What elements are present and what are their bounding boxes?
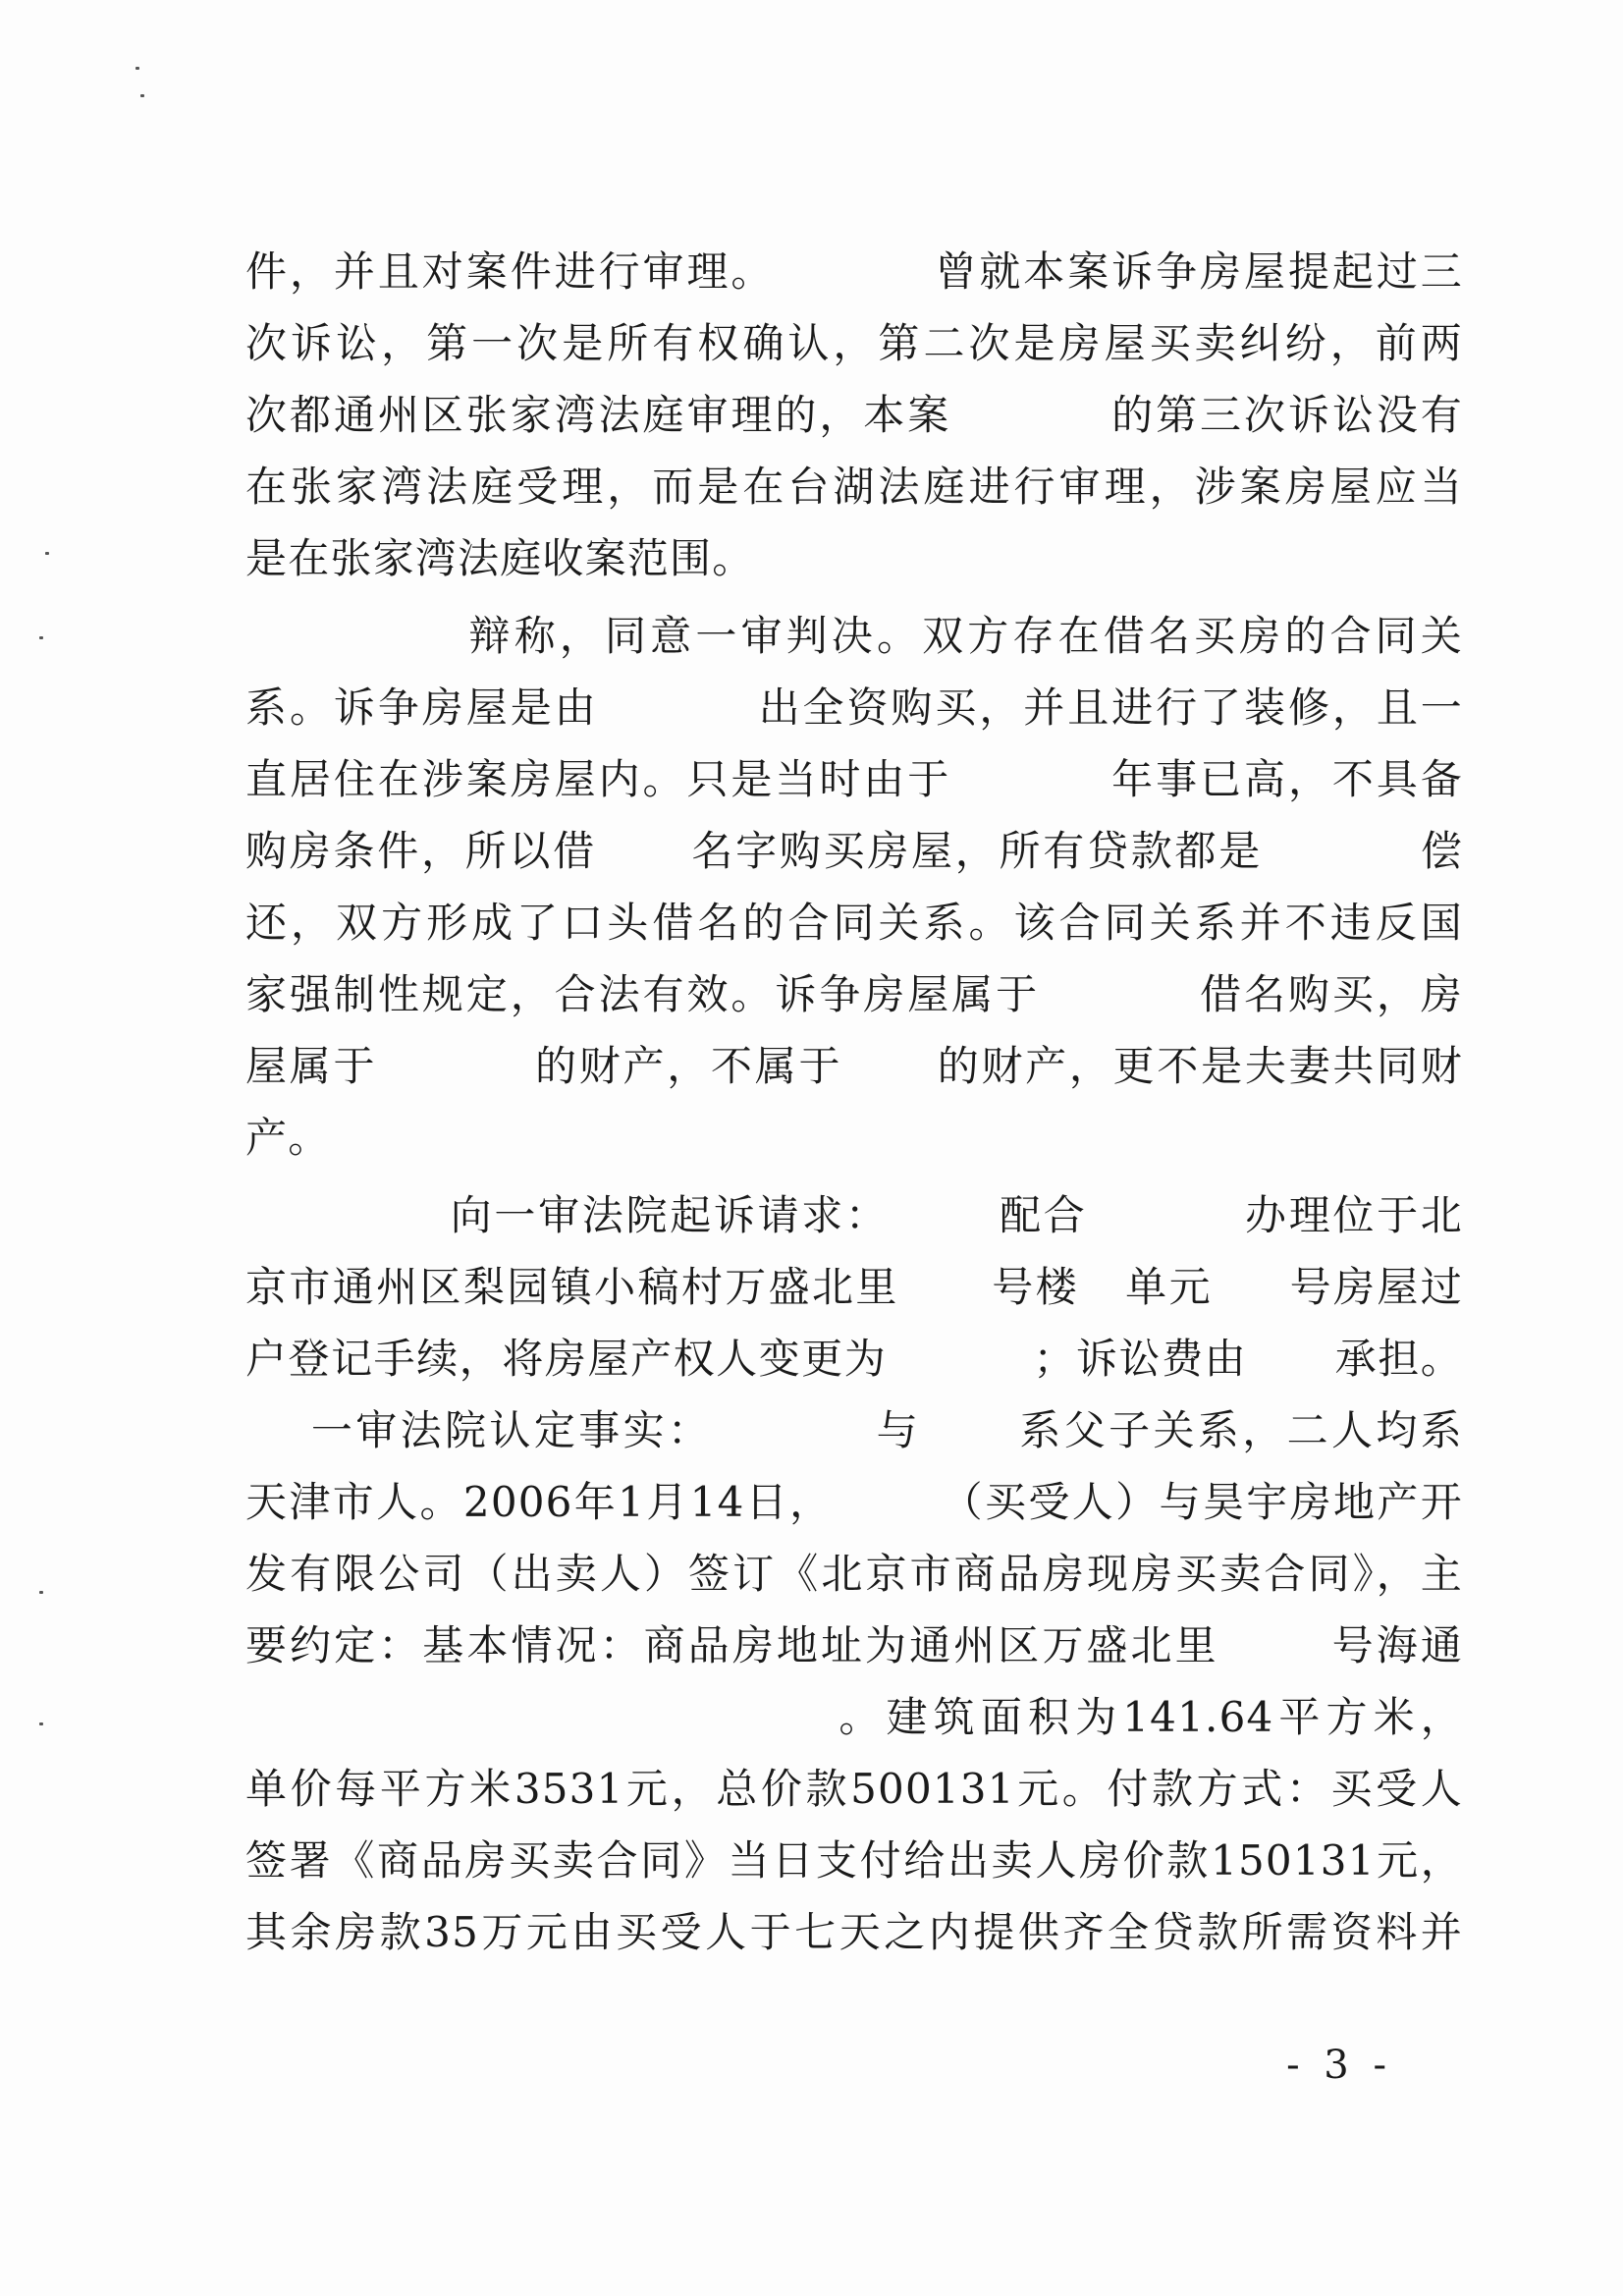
text-line: 其余房款35万元由买受人于七天之内提供齐全贷款所需资料并	[245, 1908, 1463, 1956]
text-line: 一审法院认定事实： 与 系父子关系，二人均系	[245, 1406, 1463, 1454]
text-line: 是在张家湾法庭收案范围。	[245, 534, 755, 582]
text-line: 屋属于 的财产，不属于 的财产，更不是夫妻共同财	[245, 1042, 1463, 1090]
text-line: 次都通州区张家湾法庭审理的，本案 的第三次诉讼没有	[245, 391, 1463, 439]
scan-speck	[140, 94, 144, 97]
document-body	[245, 236, 1463, 1968]
text-line: 要约定：基本情况：商品房地址为通州区万盛北里 号海通	[245, 1621, 1463, 1669]
text-line: 辩称，同意一审判决。双方存在借名买房的合同关	[245, 612, 1463, 660]
page-number: - 3 -	[1286, 2043, 1392, 2088]
text-line: 件，并且对案件进行审理。 曾就本案诉争房屋提起过三	[245, 247, 1463, 296]
text-line: 产。	[245, 1114, 331, 1162]
text-line: 签署《商品房买卖合同》当日支付给出卖人房价款150131元，	[245, 1836, 1463, 1885]
text-line: 直居住在涉案房屋内。只是当时由于 年事已高，不具备	[245, 755, 1463, 803]
text-line: 系。诉争房屋是由 出全资购买，并且进行了装修，且一	[245, 683, 1463, 732]
scan-speck	[39, 636, 43, 639]
text-line: 天津市人。2006年1月14日， （买受人）与昊宇房地产开	[245, 1478, 1463, 1526]
scan-speck	[39, 1722, 43, 1725]
text-line: 次诉讼，第一次是所有权确认，第二次是房屋买卖纠纷，前两	[245, 319, 1463, 367]
text-line: 。建筑面积为141.64平方米，	[245, 1693, 1463, 1741]
scan-speck	[39, 1591, 43, 1594]
text-line: 单价每平方米3531元，总价款500131元。付款方式：买受人	[245, 1765, 1463, 1813]
text-line: 京市通州区梨园镇小稿村万盛北里 号楼 单元 号房屋过	[245, 1263, 1463, 1311]
scan-speck	[45, 552, 49, 555]
text-line: 户登记手续，将房屋产权人变更为 ；诉讼费由 承担。	[245, 1335, 1463, 1383]
text-line: 向一审法院起诉请求： 配合 办理位于北	[245, 1191, 1463, 1239]
text-line: 在张家湾法庭受理，而是在台湖法庭进行审理，涉案房屋应当	[245, 463, 1463, 511]
text-line: 家强制性规定，合法有效。诉争房屋属于 借名购买，房	[245, 970, 1463, 1018]
text-line: 购房条件，所以借 名字购买房屋，所有贷款都是 偿	[245, 827, 1463, 875]
text-line: 还，双方形成了口头借名的合同关系。该合同关系并不违反国	[245, 899, 1463, 947]
text-line: 发有限公司（出卖人）签订《北京市商品房现房买卖合同》，主	[245, 1550, 1463, 1598]
scan-speck	[135, 67, 139, 70]
